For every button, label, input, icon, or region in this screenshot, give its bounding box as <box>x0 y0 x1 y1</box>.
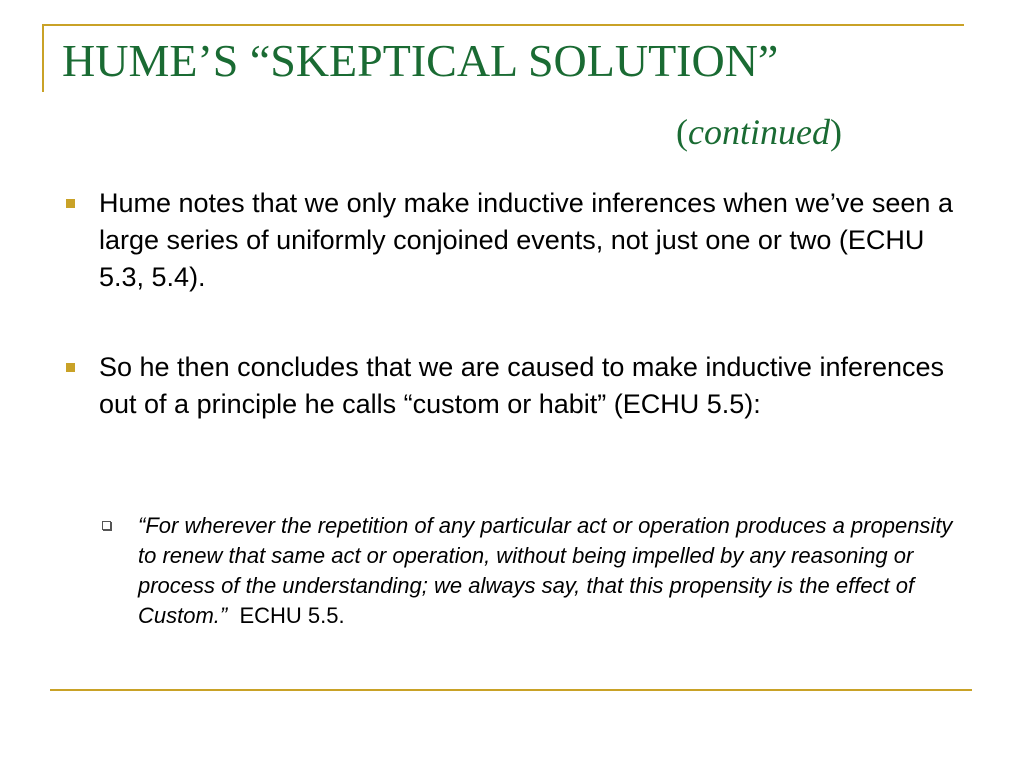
top-rule <box>42 24 964 26</box>
slide-title: HUME’S “SKEPTICAL SOLUTION” <box>62 35 779 86</box>
bullet-text: So he then concludes that we are caused to make inductive inferences out of a principle he calls “custom or habit” (ECHU 5.5): <box>99 352 945 419</box>
slide-subtitle <box>676 112 842 152</box>
subtitle-continued: continued <box>688 112 830 152</box>
quote-block <box>138 511 968 631</box>
quote-citation: ECHU 5.5. <box>239 603 345 628</box>
bullet-text: Hume notes that we only make inductive inferences when we’ve seen a large series of uniformly conjoined events, not just one or two (ECHU 5.3, 5.4). <box>99 188 953 292</box>
left-rule <box>42 24 44 92</box>
bottom-rule <box>50 689 972 691</box>
subtitle-close-paren: ) <box>829 112 842 152</box>
subtitle-open-paren: ( <box>676 112 688 152</box>
custom-quote: “For wherever the repetition of any particular act or operation produces a propensity to renew that same act or operation, without being impelled by any reasoning or process of the understanding; we always say, that this propensity is the effect of Custom.” <box>138 513 953 628</box>
square-bullet-icon <box>66 363 75 372</box>
square-bullet-icon <box>66 199 75 208</box>
hollow-square-bullet-icon <box>102 521 111 530</box>
